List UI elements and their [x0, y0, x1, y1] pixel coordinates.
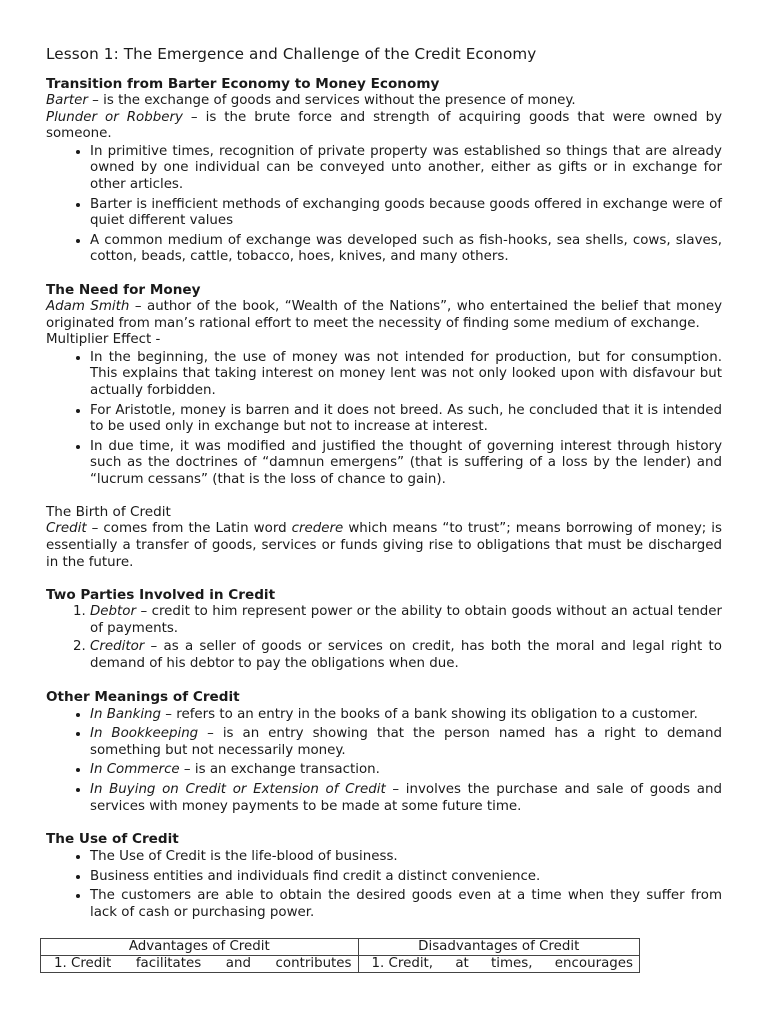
term: In Bookkeeping [90, 726, 199, 742]
column-header-disadvantages: Disadvantages of Credit [358, 938, 639, 955]
section-heading: The Birth of Credit [46, 504, 171, 521]
section-birth-of-credit [46, 504, 722, 571]
list-item: • Barter is inefficient methods of exchanging goods because goods offered in exchange were of quiet different values [90, 196, 722, 230]
definition-text: – is the brute force and strength of acquiring goods that were owned by someone. [46, 109, 722, 142]
term: Creditor [90, 639, 145, 655]
section-heading: Other Meanings of Credit [46, 688, 240, 705]
table-row [41, 955, 640, 972]
list-item: • In due time, it was modified and justified the thought of governing interest through history such as the doctrines of “damnun emergens” (that is suffering of a loss by the lender) and “lucrum cessans” (that is the loss of chance to gain). [90, 438, 722, 489]
column-header-advantages: Advantages of Credit [41, 938, 359, 955]
section-heading: The Need for Money [46, 281, 201, 298]
list-item: • The customers are able to obtain the desired goods even at a time when they suffer from lack of cash or purchasing power. [90, 887, 722, 921]
definition-plunder [46, 110, 722, 143]
term: Adam Smith [46, 298, 130, 314]
definition-adam-smith [46, 299, 722, 332]
term: In Commerce [90, 762, 180, 778]
definition-credit [46, 521, 722, 571]
bullet-list [46, 143, 722, 266]
item-text: – as a seller of goods or services on credit, has both the moral and legal right to demand of his debtor to pay the obligations when due. [90, 639, 722, 672]
table-cell [358, 955, 639, 972]
item-text: – credit to him represent power or the ability to obtain goods without an actual tender of payments. [90, 604, 722, 636]
item-text: – is an exchange transaction. [179, 762, 380, 778]
definition-barter [46, 93, 722, 110]
bullet-list [46, 349, 722, 489]
section-heading: The Use of Credit [46, 831, 179, 848]
section-heading: Transition from Barter Economy to Money Economy [46, 76, 440, 92]
table-cell [41, 955, 359, 972]
list-item [90, 604, 722, 637]
definition-text: – comes from the Latin word [86, 521, 292, 537]
table-header-row [41, 938, 640, 955]
section-need-for-money [46, 282, 722, 489]
list-item: • In primitive times, recognition of private property was established so things that are already owned by one individual can be conveyed unto another, either as gifts or in exchange for other articles. [90, 143, 722, 194]
item-text: – involves the purchase and sale of goods and services with money payments to be made at some future time. [90, 782, 722, 814]
bullet-list [46, 848, 722, 921]
item-text: – refers to an entry in the books of a bank showing its obligation to a customer. [161, 706, 698, 722]
section-other-meanings [46, 689, 722, 816]
term: In Buying on Credit or Extension of Credit [90, 782, 386, 797]
list-item [90, 706, 722, 724]
numbered-list [46, 604, 722, 672]
list-item: • A common medium of exchange was developed such as fish-hooks, sea shells, cows, slaves, cotton, beads, cattle, tobacco, hoes, knives, and many others. [90, 232, 722, 266]
section-two-parties [46, 587, 722, 672]
definition-text: – author of the book, “Wealth of the Nations”, who entertained the belief that money originated from man’s rational effort to meet the necessity of finding some medium of exchange. [46, 298, 722, 331]
list-item: • For Aristotle, money is barren and it does not breed. As such, he concluded that it is intended to be used only in exchange but not to increase at interest. [90, 402, 722, 436]
term: In Banking [90, 706, 162, 722]
item-text: – is an entry showing that the person named has a right to demand something but not necessarily money. [90, 726, 722, 758]
multiplier-effect-line: Multiplier Effect - [46, 332, 161, 348]
term: Debtor [90, 604, 136, 620]
list-item [90, 781, 722, 815]
term: Credit [46, 521, 87, 537]
credit-table-wrapper [46, 938, 722, 973]
advantages-disadvantages-table [40, 938, 640, 973]
list-item: • Business entities and individuals find credit a distinct convenience. [90, 868, 722, 886]
definition-text: – is the exchange of goods and services without the presence of money. [87, 93, 576, 108]
list-item [90, 639, 722, 672]
bullet-list [46, 706, 722, 816]
list-item: 1. Credit facilitates and contributes [71, 956, 352, 972]
lesson-title: Lesson 1: The Emergence and Challenge of the Credit Economy [46, 45, 537, 63]
definition-text: which means “to trust”; means borrowing of money; is essentially a transfer of goods, services or funds giving rise to obligations that must be discharged in the future. [46, 521, 723, 570]
list-item [90, 761, 722, 779]
section-barter-to-money [46, 76, 722, 266]
section-use-of-credit [46, 831, 722, 921]
list-item: • In the beginning, the use of money was not intended for production, but for consumption. This explains that taking interest on money lent was not only looked upon with disfavour but actually forbidden. [90, 349, 722, 400]
list-item [90, 725, 722, 759]
list-item: • The Use of Credit is the life-blood of business. [90, 848, 722, 866]
term: Plunder or Robbery [46, 109, 183, 125]
list-item: 1. Credit, at times, encourages [389, 956, 633, 972]
latin-word: credere [291, 521, 344, 537]
section-heading: Two Parties Involved in Credit [46, 587, 276, 604]
term: Barter [46, 93, 88, 108]
